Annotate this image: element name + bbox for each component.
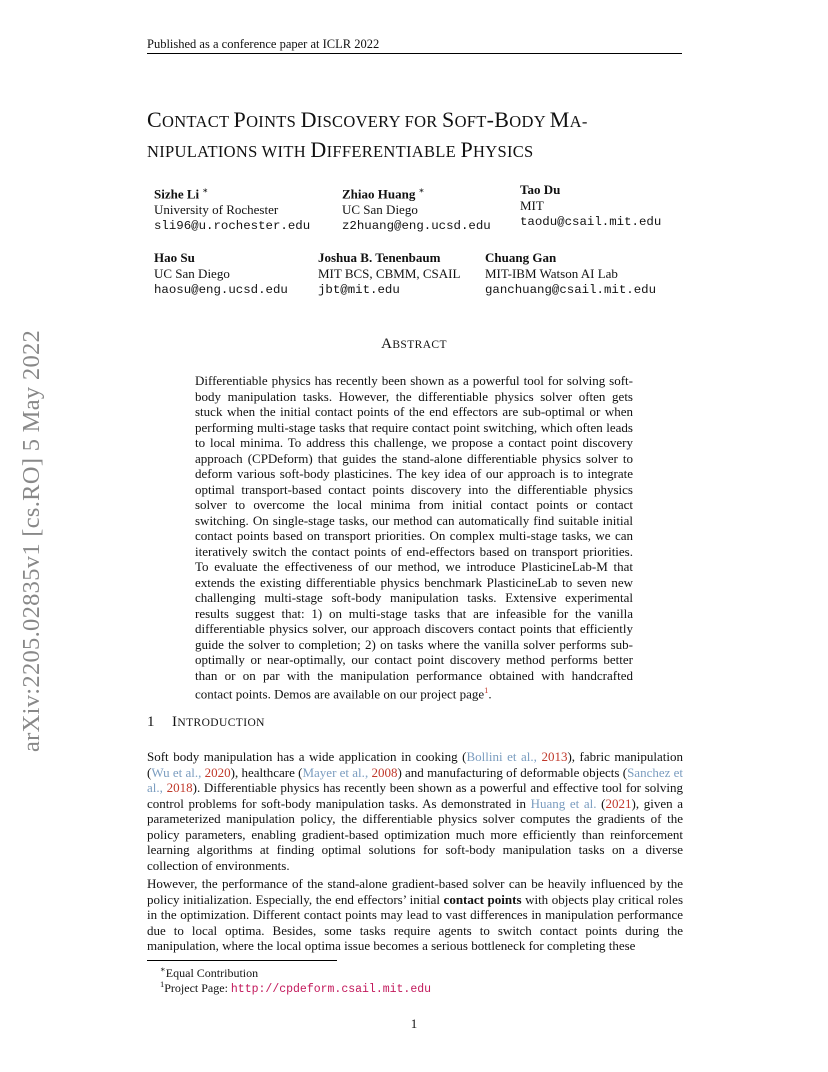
citation-link[interactable]: Huang et al. (530, 795, 597, 811)
author-block: Zhiao Huang ∗ UC San Diego z2huang@eng.ucsd.edu (342, 185, 491, 234)
citation-year-link[interactable]: 2013 (541, 749, 568, 764)
author-email[interactable]: z2huang@eng.ucsd.edu (342, 219, 491, 234)
page-number: 1 (410, 1016, 418, 1031)
author-email[interactable]: sli96@u.rochester.edu (154, 219, 311, 234)
citation-link[interactable]: Sanchez et al. (147, 764, 684, 795)
author-name: Hao Su (154, 250, 195, 265)
author-block (318, 250, 460, 298)
author-name: Chuang Gan (485, 250, 557, 265)
author-email[interactable]: ganchuang@csail.mit.edu (485, 283, 657, 297)
author-affiliation: MIT-IBM Watson AI Lab (485, 266, 618, 281)
author-block (520, 182, 661, 230)
author-name: Sizhe Li (154, 186, 200, 202)
author-affiliation: MIT (520, 198, 544, 213)
emphasis-text: contact points (443, 891, 522, 907)
citation-year-link[interactable]: 2021 (605, 795, 632, 811)
author-affiliation: MIT BCS, CBMM, CSAIL (318, 266, 461, 281)
footnote-ref[interactable]: 1 (484, 685, 489, 695)
author-email[interactable]: taodu@csail.mit.edu (520, 215, 662, 229)
author-affiliation: UC San Diego (342, 202, 418, 218)
citation-year-link[interactable]: 2008 (371, 764, 398, 780)
author-block (485, 250, 656, 298)
footnote-rule (147, 960, 337, 961)
section-heading: 1 INTRODUCTION (147, 714, 265, 730)
abstract-text: Differentiable physics has recently been shown as a powerful tool for solving soft-body manipulation tasks. However, the differentiable physics solver often gets stuck when the initial contact points of the end effectors are sub-optimal or when performing multi-stage tasks that require contact point switching, which often leads to local minima. To address this challenge, we propose a contact point discovery approach (CPDeform) that guides the stand-alone differentiable physics solver to deform various soft-body plasticines. The key idea of our approach is to integrate optimal transport-based contact points discovery into the differentiable physics solver to overcome the local minima from initial contact points or contact switching. On single-stage tasks, our method can automatically find suitable initial contact points based on transport priorities. On complex multi-stage tasks, we can iteratively switch the contact points of end-effectors based on transport priorities. To evaluate the effectiveness of our method, we introduce PlasticineLab-M that extends the existing differentiable physics benchmark PlasticineLab to seven new challenging multi-stage soft-body manipulation tasks. Extensive experimental results suggest that: 1) on multi-stage tasks that are infeasible for the vanilla differentiable physics solver, our approach discovers contact points that efficiently guide the solver to completion; 2) on tasks where the vanilla solver performs sub-optimally or near-optimally, our contact point discovery method performs better than or on par with the manipulation performance obtained with handcrafted contact points. Demos are available on our project page$^1$. (195, 373, 633, 702)
author-affiliation: UC San Diego (154, 266, 230, 281)
citation-link[interactable]: Bollini et al. (466, 749, 534, 764)
running-header: Published as a conference paper at ICLR 2022 (147, 37, 380, 51)
footnote-1: ∗Equal Contribution (160, 964, 259, 980)
project-page-link[interactable]: http://cpdeform.csail.mit.edu (230, 983, 432, 996)
header-rule (147, 53, 682, 54)
citation-year-link[interactable]: 2018 (166, 780, 193, 795)
citation-year-link[interactable]: 2020 (204, 764, 231, 780)
author-name: Tao Du (520, 182, 561, 197)
arxiv-stamp: arXiv:2205.02835v1 [cs.RO] 5 May 2022 (18, 329, 45, 752)
intro-paragraph-2: However, the performance of the stand-alone gradient-based solver can be heavily influenced by the policy initialization. Especially, the end effectors’ initial contact points with objects play critical roles in the optimization. Different contact points may lead to vast differences in manipulation performance due to local optima. Besides, some tasks require agents to switch contact points during the manipulation, where the local optima issue becomes a serious bottleneck for completing these (147, 876, 683, 953)
author-name: Zhiao Huang (342, 186, 416, 202)
intro-paragraph-1: Soft body manipulation has a wide application in cooking (Bollini et al., 2013), fabric manipulation (Wu et al., 2020), healthcare (Mayer et al., 2008) and manufacturing of deformable objects (Sanchez et al., 2018). Differentiable physics has recently been shown as a powerful and effective tool for solving control problems for soft-body manipulation tasks. As demonstrated in Huang et al. (2021), given a parameterized manipulation policy, the differentiable physics solver computes the gradients of the policy parameters, enabling gradient-based optimization much more efficiently than reinforcement learning algorithms at finding optimal solutions for soft-body manipulation tasks on a diverse collection of environments. (147, 749, 684, 873)
paper-title: CONTACT POINTS DISCOVERY FOR SOFT-BODY MA- NIPULATIONS WITH DIFFERENTIABLE PHYSICS (147, 107, 588, 162)
author-name: Joshua B. Tenenbaum (318, 250, 441, 265)
author-email[interactable]: haosu@eng.ucsd.edu (154, 283, 288, 297)
author-affiliation: University of Rochester (154, 202, 279, 218)
author-block: Sizhe Li ∗ University of Rochester sli96@u.rochester.edu (154, 185, 311, 234)
footnote-2: $^1$Project Page: http://cpdeform.csail.mit.edu (160, 979, 432, 996)
citation-link[interactable]: Mayer et al. (302, 764, 365, 780)
author-block (154, 250, 288, 298)
abstract-heading: ABSTRACT (381, 336, 447, 352)
author-email[interactable]: jbt@mit.edu (318, 283, 400, 297)
citation-link[interactable]: Wu et al. (151, 764, 199, 780)
